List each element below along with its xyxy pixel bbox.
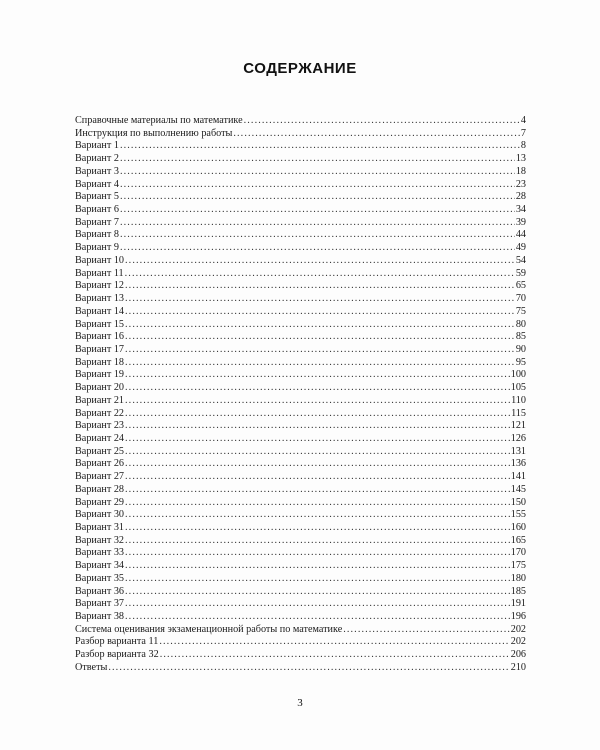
toc-entry-label: Вариант 24	[75, 432, 125, 444]
toc-entry-label: Вариант 2	[75, 153, 119, 165]
dot-leader	[125, 509, 510, 522]
toc-entry-page: 18	[515, 165, 526, 177]
toc-entry	[75, 458, 526, 471]
toc-entry-page: 180	[510, 572, 526, 584]
toc-entry-page: 13	[515, 153, 526, 165]
toc-entry-page: 141	[510, 471, 526, 483]
toc-entry-page: 85	[515, 331, 526, 343]
toc-entry-page: 185	[510, 585, 526, 597]
dot-leader	[120, 140, 520, 153]
dot-leader	[125, 255, 515, 268]
toc-entry-label: Вариант 37	[75, 598, 125, 610]
toc-entry-label: Вариант 28	[75, 483, 125, 495]
toc-entry-page: 131	[510, 445, 526, 457]
toc-entry-label: Вариант 38	[75, 611, 125, 623]
dot-leader	[125, 280, 515, 293]
toc-entry-page: 8	[520, 140, 526, 152]
toc-entry	[75, 649, 526, 662]
toc-entry-label: Вариант 21	[75, 394, 125, 406]
toc-entry	[75, 153, 526, 166]
toc-entry-page: 196	[510, 611, 526, 623]
toc-entry-page: 150	[510, 496, 526, 508]
dot-leader	[120, 153, 515, 166]
toc-entry-page: 170	[510, 547, 526, 559]
toc-entry	[75, 344, 526, 357]
toc-entry	[75, 268, 526, 281]
dot-leader	[125, 331, 515, 344]
dot-leader	[108, 662, 509, 675]
dot-leader	[125, 395, 510, 408]
toc-entry-label: Вариант 26	[75, 458, 125, 470]
toc-entry-label: Вариант 9	[75, 242, 119, 254]
dot-leader	[125, 471, 510, 484]
toc-entry-page: 34	[515, 204, 526, 216]
toc-entry-label: Вариант 6	[75, 204, 119, 216]
dot-leader	[125, 522, 510, 535]
toc-entry	[75, 522, 526, 535]
toc-entry-label: Вариант 14	[75, 305, 125, 317]
toc-entry-page: 28	[515, 191, 526, 203]
toc-entry	[75, 560, 526, 573]
toc-entry	[75, 611, 526, 624]
toc-entry-label: Вариант 12	[75, 280, 125, 292]
toc-entry-label: Разбор варианта 11	[75, 636, 159, 648]
dot-leader	[120, 191, 515, 204]
toc-entry	[75, 191, 526, 204]
toc-entry-label: Вариант 17	[75, 343, 125, 355]
dot-leader	[120, 242, 515, 255]
toc-entry-label: Справочные материалы по математике	[75, 115, 243, 126]
toc-entry	[75, 204, 526, 217]
toc-entry-page: 75	[515, 305, 526, 317]
toc-entry	[75, 535, 526, 548]
toc-entry-label: Вариант 35	[75, 572, 125, 584]
toc-entry-label: Вариант 4	[75, 178, 119, 190]
table-of-contents	[75, 115, 526, 675]
dot-leader	[125, 497, 510, 510]
toc-entry-label: Вариант 10	[75, 254, 125, 266]
toc-entry-label: Вариант 13	[75, 293, 125, 305]
toc-entry-label: Вариант 33	[75, 547, 125, 559]
toc-entry-label: Вариант 30	[75, 509, 125, 521]
toc-entry-label: Вариант 8	[75, 229, 119, 241]
toc-entry-page: 105	[510, 382, 526, 394]
dot-leader	[125, 586, 510, 599]
toc-entry-page: 155	[510, 509, 526, 521]
toc-entry	[75, 636, 526, 649]
toc-entry	[75, 497, 526, 510]
toc-entry-page: 160	[510, 522, 526, 533]
toc-entry-page: 65	[515, 280, 526, 292]
dot-leader	[244, 115, 520, 128]
toc-entry	[75, 166, 526, 179]
toc-entry-page: 202	[510, 636, 526, 648]
dot-leader	[125, 357, 515, 370]
toc-entry-page: 121	[510, 420, 526, 432]
toc-entry	[75, 293, 526, 306]
toc-entry-page: 165	[510, 534, 526, 546]
toc-entry	[75, 319, 526, 332]
toc-entry-label: Вариант 22	[75, 407, 125, 419]
toc-entry	[75, 331, 526, 344]
dot-leader	[125, 446, 510, 459]
dot-leader	[125, 420, 510, 433]
toc-entry-page: 110	[511, 394, 526, 406]
toc-entry-page: 80	[515, 318, 526, 330]
toc-entry-label: Вариант 31	[75, 522, 125, 533]
toc-entry-page: 126	[510, 432, 526, 444]
dot-leader	[125, 268, 515, 281]
dot-leader	[120, 204, 515, 217]
dot-leader	[125, 611, 510, 624]
toc-entry	[75, 306, 526, 319]
dot-leader	[125, 382, 510, 395]
toc-entry-page: 39	[515, 216, 526, 228]
toc-entry-label: Вариант 36	[75, 585, 125, 597]
toc-entry-label: Вариант 15	[75, 318, 125, 330]
toc-entry-page: 90	[515, 343, 526, 355]
dot-leader	[125, 598, 510, 611]
toc-entry	[75, 128, 526, 141]
toc-entry	[75, 573, 526, 586]
toc-entry	[75, 433, 526, 446]
toc-entry	[75, 115, 526, 128]
toc-entry-label: Вариант 11	[75, 267, 124, 279]
toc-entry	[75, 471, 526, 484]
toc-entry	[75, 662, 526, 675]
toc-entry-page: 95	[515, 356, 526, 368]
toc-entry-label: Вариант 25	[75, 445, 125, 457]
dot-leader	[125, 433, 510, 446]
toc-entry-page: 7	[520, 127, 526, 139]
toc-entry-page: 54	[515, 254, 526, 266]
toc-entry	[75, 586, 526, 599]
toc-entry	[75, 357, 526, 370]
toc-entry-page: 202	[510, 623, 526, 635]
dot-leader	[233, 128, 520, 141]
toc-entry	[75, 369, 526, 382]
toc-entry-page: 175	[510, 560, 526, 572]
dot-leader	[125, 560, 510, 573]
toc-entry-page: 44	[515, 229, 526, 241]
toc-entry-page: 210	[510, 661, 526, 673]
dot-leader	[125, 535, 510, 548]
toc-entry	[75, 547, 526, 560]
toc-entry-label: Вариант 5	[75, 191, 119, 203]
dot-leader	[120, 229, 515, 242]
toc-entry-page: 206	[510, 649, 526, 661]
toc-entry-page: 49	[515, 242, 526, 254]
toc-entry	[75, 179, 526, 192]
page-number: 3	[297, 697, 303, 709]
toc-entry	[75, 140, 526, 153]
dot-leader	[125, 344, 515, 357]
toc-entry-label: Разбор варианта 32	[75, 649, 159, 661]
toc-entry-page: 145	[510, 483, 526, 495]
toc-entry	[75, 382, 526, 395]
toc-entry	[75, 598, 526, 611]
dot-leader	[125, 573, 510, 586]
dot-leader	[120, 166, 515, 179]
toc-entry-label: Инструкция по выполнению работы	[75, 127, 233, 139]
dot-leader	[343, 624, 509, 637]
toc-entry-label: Вариант 27	[75, 471, 125, 483]
dot-leader	[125, 484, 510, 497]
dot-leader	[125, 293, 515, 306]
toc-entry	[75, 242, 526, 255]
dot-leader	[125, 547, 510, 560]
toc-entry-label: Вариант 16	[75, 331, 125, 343]
dot-leader	[125, 369, 510, 382]
toc-entry-label: Ответы	[75, 661, 108, 673]
toc-entry-page: 70	[515, 293, 526, 305]
dot-leader	[120, 179, 515, 192]
toc-entry	[75, 229, 526, 242]
toc-entry	[75, 280, 526, 293]
toc-entry	[75, 509, 526, 522]
toc-entry-label: Вариант 34	[75, 560, 125, 572]
toc-entry-label: Вариант 18	[75, 356, 125, 368]
toc-entry-page: 23	[515, 178, 526, 190]
toc-entry-label: Вариант 32	[75, 534, 125, 546]
toc-entry	[75, 624, 526, 637]
toc-entry-page: 4	[520, 115, 526, 126]
toc-entry-label: Система оценивания экзаменационной работы по математике	[75, 623, 343, 635]
toc-entry-page: 59	[515, 267, 526, 279]
dot-leader	[125, 458, 510, 471]
toc-entry-label: Вариант 3	[75, 165, 119, 177]
toc-entry-page: 100	[510, 369, 526, 381]
toc-entry-label: Вариант 7	[75, 216, 119, 228]
toc-entry-label: Вариант 23	[75, 420, 125, 432]
toc-entry	[75, 255, 526, 268]
dot-leader	[160, 649, 510, 662]
toc-entry-label: Вариант 1	[75, 140, 119, 152]
toc-entry-page: 136	[510, 458, 526, 470]
toc-entry	[75, 408, 526, 421]
dot-leader	[120, 217, 515, 230]
toc-entry	[75, 420, 526, 433]
page-title: СОДЕРЖАНИЕ	[243, 60, 357, 77]
toc-entry-page: 191	[510, 598, 526, 610]
dot-leader	[125, 408, 510, 421]
toc-entry-page: 115	[511, 407, 526, 419]
toc-entry	[75, 446, 526, 459]
toc-entry	[75, 395, 526, 408]
dot-leader	[125, 306, 515, 319]
toc-entry-label: Вариант 29	[75, 496, 125, 508]
toc-entry-label: Вариант 20	[75, 382, 125, 394]
dot-leader	[159, 636, 509, 649]
toc-entry	[75, 217, 526, 230]
dot-leader	[125, 319, 515, 332]
toc-entry	[75, 484, 526, 497]
toc-entry-label: Вариант 19	[75, 369, 125, 381]
